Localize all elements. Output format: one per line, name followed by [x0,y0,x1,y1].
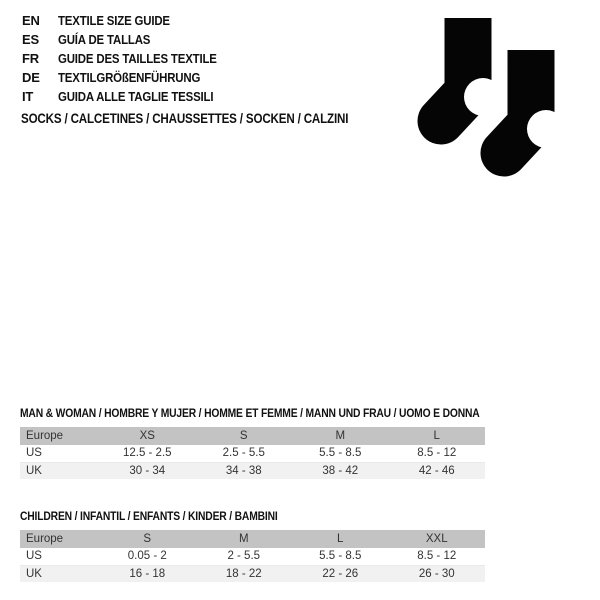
socks-icon [415,18,560,180]
cell-uk-xxl: 26 - 30 [418,567,455,580]
table-title-children: CHILDREN / INFANTIL / ENFANTS / KINDER / BAMBINI [20,509,278,523]
cell-uk-m: 18 - 22 [225,567,262,580]
column-header-s: S [143,533,152,545]
language-title: GUIDE DES TAILLES TEXTILE [58,51,217,66]
column-header-l: L [337,533,344,545]
row-label-uk: UK [26,464,42,477]
table-header-row [20,427,485,445]
row-label-us: US [26,550,42,563]
column-header-xs: XS [139,430,155,442]
language-code: DE [22,70,40,85]
column-header-s: S [239,430,248,442]
language-title: TEXTILGRÖßENFÜHRUNG [58,70,201,85]
cell-uk-s: 16 - 18 [129,567,166,580]
children-table [20,530,485,582]
language-title: GUÍA DE TALLAS [58,32,151,47]
sock-back [441,18,502,121]
table-row-uk [20,462,485,479]
language-code: IT [22,89,34,104]
cell-us-s: 2.5 - 5.5 [222,447,265,460]
language-row-es [22,32,238,51]
size-table-man-woman [20,406,485,479]
table-row-us [20,445,485,462]
cell-uk-l: 42 - 46 [418,464,455,477]
cell-us-l: 8.5 - 12 [417,447,457,460]
product-category-heading: SOCKS / CALCETINES / CHAUSSETTES / SOCKEN / CALZINI [21,111,349,126]
sock-front [504,50,560,153]
column-header-xxl: XXL [425,533,448,545]
language-code: EN [22,13,40,28]
language-row-en [22,13,238,32]
man-woman-table [20,427,485,479]
language-title: TEXTILE SIZE GUIDE [58,13,170,28]
language-row-it [22,89,238,108]
column-header-l: L [433,430,440,442]
table-title-man-woman: MAN & WOMAN / HOMBRE Y MUJER / HOMME ET FEMME / MANN UND FRAU / UOMO E DONNA [20,406,480,420]
language-code: ES [22,32,39,47]
language-row-de [22,70,238,89]
cell-us-xxl: 8.5 - 12 [417,550,457,563]
language-code: FR [22,51,39,66]
cell-uk-xs: 30 - 34 [129,464,166,477]
row-label-uk: UK [26,567,42,580]
language-row-fr [22,51,238,70]
size-table-children [20,509,485,582]
cell-us-m: 5.5 - 8.5 [319,447,362,460]
cell-us-m: 2 - 5.5 [227,550,261,563]
cell-uk-l: 22 - 26 [322,567,359,580]
table-header-row [20,530,485,548]
column-header-europe: Europe [26,430,64,442]
column-header-m: M [335,430,346,442]
column-header-m: M [238,533,249,545]
table-row-us [20,548,485,565]
row-label-us: US [26,447,42,460]
cell-uk-m: 38 - 42 [322,464,359,477]
cell-uk-s: 34 - 38 [225,464,262,477]
language-list [22,13,238,108]
cell-us-l: 5.5 - 8.5 [319,550,362,563]
cell-us-s: 0.05 - 2 [127,550,167,563]
column-header-europe: Europe [26,533,64,545]
cell-us-xs: 12.5 - 2.5 [122,447,172,460]
language-title: GUIDA ALLE TAGLIE TESSILI [58,89,214,104]
table-row-uk [20,565,485,582]
